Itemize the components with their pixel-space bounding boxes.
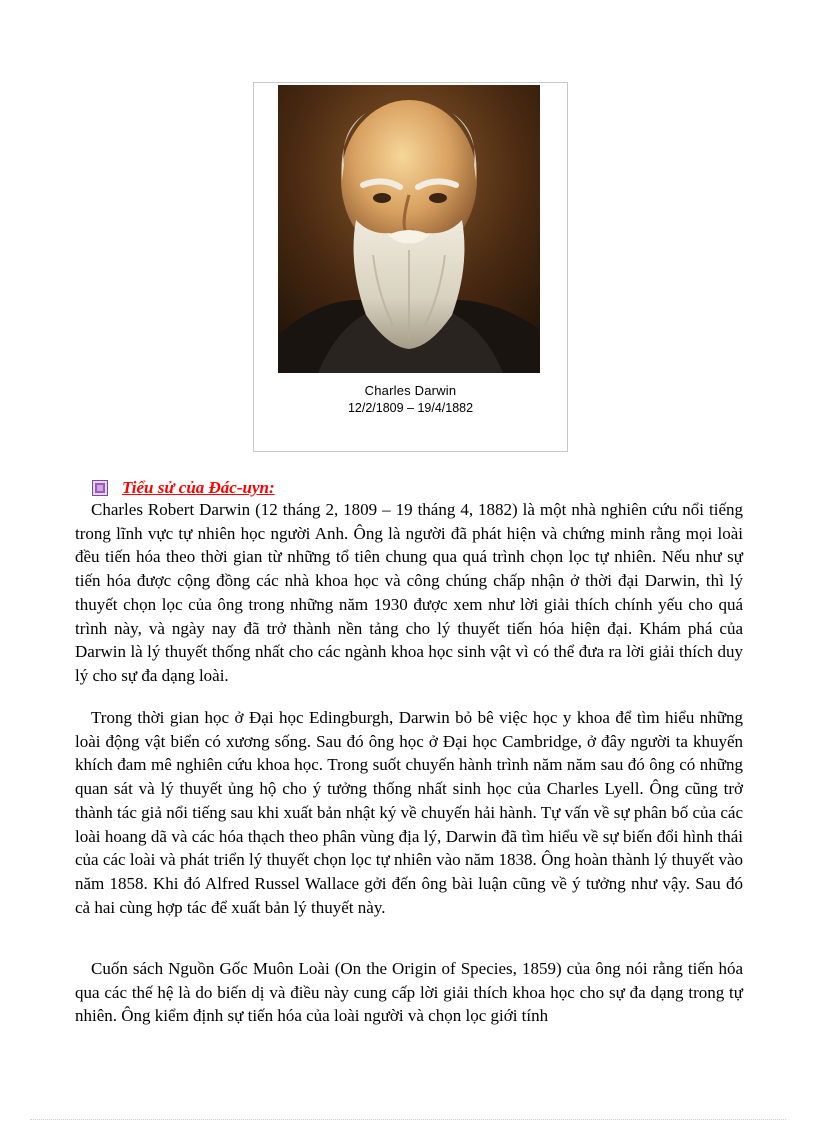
portrait-figure bbox=[253, 82, 568, 452]
figure-caption-dates: 12/2/1809 – 19/4/1882 bbox=[347, 401, 474, 415]
page-bottom-divider bbox=[30, 1119, 786, 1120]
section-heading bbox=[92, 477, 275, 499]
darwin-portrait-image bbox=[278, 85, 540, 373]
figure-caption-name: Charles Darwin bbox=[364, 383, 457, 398]
paragraph-origin-of-species: Cuốn sách Nguồn Gốc Muôn Loài (On the Origin of Species, 1859) của ông nói rằng tiến hóa qua các thế hệ là do biến dị và điều này cung cấp lời giải thích khoa học cho sự đa dạng trong tự nhiên. Ông kiểm định sự tiến hóa của loài người và chọn lọc giới tính bbox=[75, 959, 743, 1026]
paragraph-biography-intro: Charles Robert Darwin (12 tháng 2, 1809 – 19 tháng 4, 1882) là một nhà nghiên cứu nổi tiếng trong lĩnh vực tự nhiên học người Anh. Ông là người đã phát hiện và chứng minh rằng mọi loài đều tiến hóa theo thời gian từ những tổ tiên chung qua quá trình chọn lọc tự nhiên. Nếu như sự tiến hóa được cộng đồng các nhà khoa học và công chúng chấp nhận ở thời đại Darwin, thì lý thuyết chọn lọc của ông trong những năm 1930 được xem như lời giải thích chính yếu cho quá trình này, và ngày nay đã trở thành nền tảng cho lý thuyết tiến hóa hiện đại. Khám phá của Darwin là lý thuyết thống nhất cho các ngành khoa học sinh vật vì có thể đưa ra lời giải thích duy lý cho sự đa dạng loài. bbox=[75, 500, 743, 685]
heading-title: Tiểu sử của Đác-uyn: bbox=[122, 478, 275, 497]
square-bullet-icon bbox=[92, 480, 108, 496]
paragraph-education: Trong thời gian học ở Đại học Edingburgh, Darwin bỏ bê việc học y khoa để tìm hiểu những loài động vật biển có xương sống. Sau đó ông học ở Đại học Cambridge, ở đây người ta khuyến khích đam mê nghiên cứu khoa học. Trong suốt chuyến hành trình năm năm sau đó ông có những quan sát và lý thuyết ủng hộ cho ý tưởng thống nhất sinh học của Charles Lyell. Ông cũng trở thành tác giả nổi tiếng sau khi xuất bản nhật ký về chuyến hải hành. Tự vấn về sự phân bố của các loài hoang dã và các hóa thạch theo phân vùng địa lý, Darwin đã tìm hiểu về sự biến đổi hình thái của các loài và phát triển lý thuyết chọn lọc tự nhiên vào năm 1838. Ông hoàn thành lý thuyết vào năm 1858. Khi đó Alfred Russel Wallace gởi đến ông bài luận cũng về ý tưởng như vậy. Sau đó cả hai cùng hợp tác để xuất bản lý thuyết này. bbox=[75, 708, 743, 917]
